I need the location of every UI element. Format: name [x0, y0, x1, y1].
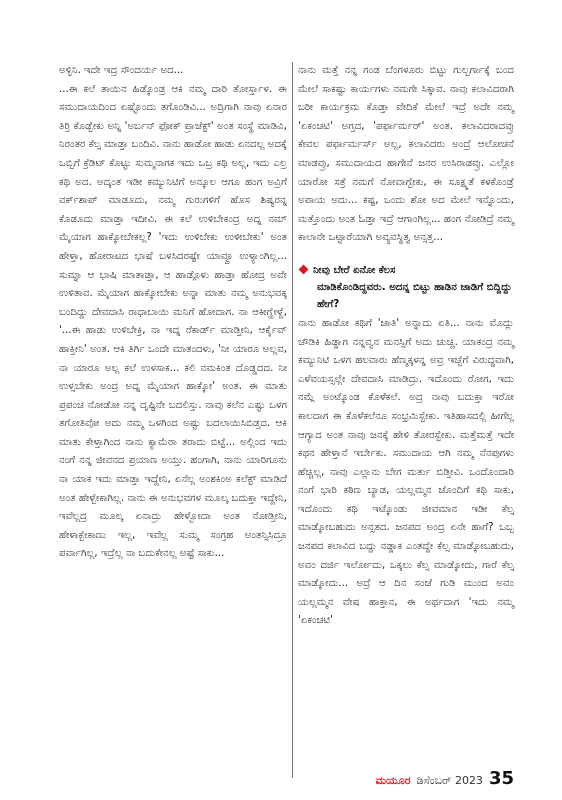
page-footer	[375, 768, 514, 789]
column-divider	[292, 62, 293, 778]
interview-question	[298, 262, 514, 313]
right-column	[298, 62, 514, 631]
left-paragraph-1: ಅಳ್ಳಿನಿ. ಇದೇ ಇದ್ರ ಸೌಂದರ್ಯ ಅದ...	[59, 65, 184, 76]
diamond-bullet-icon	[299, 264, 309, 274]
left-column	[59, 62, 287, 564]
question-line-2: ಮಾಡಿಕೊಂಡಿದ್ದವರು. ಅದನ್ನ ಬಿಟ್ಟು ಹಾಡಿನ ಜಾಡಿಗೆ ಬಿದ್ದಿದ್ದು ಹೇಗೆ?	[317, 281, 512, 310]
question-line-1: ನೀವು ಬೇರೆ ಏನೋ ಕೆಲಸ	[313, 264, 396, 276]
right-paragraph-2: ನಾನು ಹಾಡೋ ಕಥಿಗೆ 'ಜಾತಿ' ಅನ್ನಾದು ಏತಿ... ನಾನು ಮೊದ್ಲು ಚೌಡಿಕಿ ಹಿಡ್ಡಾಗ ನನ್ನವ್ವನ ಮನಸ್ಸಿಗೆ ಅದು ಚುಚ್ಚಿ. ಯಾಕಂದ್ರ ನಮ್ಮ ಕಮ್ಯುನಿಟಿ ಒಳಗ ಹಲವಾರು ಹೆಣ್ಮಕ್ಕಳನ್ನ ಅವ್ರ ಇಚ್ಛೆಗೆ ವಿರುದ್ಧವಾಗಿ, ಎಳೆವಯಸ್ಸಲ್ಲೇ ದೇವದಾಸಿ ಮಾಡಿದ್ರು. ಇದೊಂದು ರೋಗ, ಇದು ನಮ್ಗೆ ಅಂಟ್ಕೊಂಡ ಕೊಳೆಕಲೆ. ಅದ್ರ ನಾವು ಬದುಕ್ತಾ ಇರೋ ಕಾಲದಾಗ ಈ ಕೊಳೆಕಲೆನೂ ಸಂಭ್ರಮಿಸ್ಬೇಕು. ಇತಿಹಾಸದಲ್ಲಿ ಹೀಗೆಲ್ಲ ಆಗ್ಯಾದ ಅಂತ ನಾವು ಜನಕ್ಕೆ ಹೇಳಿ ತೋರಸ್ಬೇಕು. ಮತ್ತೆಮತ್ತೆ ಇದೇ ಕಥನ ಹೇಳ್ತಾನೆ ಇರ್ಬೇಕು. ಸಮುದಾಯ ಆಗಿ ನಮ್ಮ ನೆನಪುಗಳು ಹೆಚ್ಚಿಲ್ಲ, ನಾವು ಎಲ್ಲಾನು ಬೇಗ ಮರ್ತು ಬಿಡ್ತೀವಿ. ಒಂದೊಂದಾರಿ ನಂಗೆ ಭಾರಿ ಕಠಿಣ ಬ್ಯಾಡ, ಯಲ್ಲಮ್ಮನ ಜೊಂದಿಗೆ ಕಥಿ ಸಾಕು, ಇದೊಂದು ಕಥಿ ಇಟ್ಕೊಂಡು ಜೀವಮಾನ ಇಡೀ ಕೆಲ್ಸ ಮಾಡ್ಕೋಬಹುದು ಅನ್ಸತದ. ಜನಪದ ಅಂದ್ರ ಏನೇ ಹಾಗೆ? ಒಬ್ಬ ಜನಪದ ಕಲಾವಿದ ಬದ್ದು ನಡ್ಡಾಕ ಎಂತದ್ದೇ ಕೆಲ್ಸ ಮಾಡ್ಕೋಬಹುದು, ಅವಂ ದರ್ಜಿ ಇರ್ಲೋದು, ಒಕ್ಕಲು ಕೆಲ್ಸ ಮಾಡ್ಕೋದು, ಗಾರೆ ಕೆಲ್ಸ ಮಾಡ್ಕೋದು... ಅದ್ರೆ ಆ ದಿನ ಸಂಜೆ ಗುಡಿ ಮುಂದ ಅವಂ ಯಲ್ಲಮ್ಮನ ವೇಷ ಹಾಕ್ತಾನ, ಈ ಅರ್ಥದಾಗ 'ಇದು ನಮ್ಮ 'ಏಕಂಚಟಿ'	[298, 317, 514, 627]
page-number: 35	[488, 768, 514, 789]
issue-date: ಡಿಸೆಂಬರ್ 2023	[416, 774, 483, 787]
left-paragraph-2: ...ಈ ಕಲೆ ತಾಯಿನ ಹಿಡ್ಕೊಂಡ್ರ ಆಕಿ ನಮ್ಮ ದಾರಿ ತೋರ್ಸ್ತಾಳ. ಈ ಸಮುದಾಯದಿಂದ ಏಷ್ಟೊಂದು ತಗೊಂಡಿವಿ... ಅದ್ರಿಗಾಗಿ ನಾವು ಏನಾರ ತಿರ್ರಿ ಕೊಡ್ಬೇಕು ಅನ್ನಿ 'ಅರ್ಬನ್ ಫೋಕ್ ಪ್ರಾಜೆಕ್ಟ್' ಅಂತ ಸಂಸ್ಥೆ ಮಾಡಿವಿ, ನಿರಂತರ ಕೆಲ್ಸ ಮಾಡ್ತಾ ಬಂದಿವಿ. ನಾನು ಹಾಡೋ ಹಾಡು ಏನದಲ್ಲ ಅದಕ್ಕೆ ಒಬ್ಬಿಗೆ ಕ್ರೆಡಿಟ್ ಕೊಟ್ಟು ಸುಮ್ಮನಾಗಕ ಇದು ಒಬ್ರ ಕಥಿ ಅಲ್ಲ, ಇದು ಎಲ್ರ ಕಥಿ ಅದ. ಅದ್ಕಂತ ಇಡೀ ಕಮ್ಯುನಿಟಿಗೆ ಅನ್ಕೂಲ ಆಗೂ ಹಂಗ ಅವ್ರಿಗೆ ವರ್ಕ್‌ಶಾಪ್ ಮಾಡೂದು, ನಮ್ಮ ಗುರುಗಳಿಗೆ ಹೊಸ ಶಿಷ್ಯರನ್ನ ಕೊಡೂದು ಮಾಡ್ತಾ ಇದೀವಿ. ಈ ಕಲೆ ಉಳಿಬೇಕಂದ್ರ ಅದ್ನ ನಮ್ ಮೈಯಾಗ ಹಾಕ್ಕೋಬೇಕಲ್ಲ? 'ಇದು ಉಳಿಬೇಕು ಉಳೀಬೇಕು' ಅಂತ ಹೇಳ್ತಾ, ಹೋರಾಟದ ಭಾಷೆ ಬಳಸಿದರಷ್ಟೇ ಯಾವ್ದೂ ಉಳ್ಯಾಂಗಿಲ್ಲ... ಸುಮ್ನಾ ಆ ಭಾಷಿ ಮಾತಾಡ್ತಾ, ಆ ಹಾಡ್ಗೊಳು ಹಾಡ್ತಾ ಹೋದ್ರ ಅವೇ ಉಳಿತಾವ. ಮೈಯಾಗ ಹಾಕ್ಕೋಬೇಕು ಅನ್ನಾ ಮಾತು ನಮ್ಮ ಅನುಭವಕ್ಕ ಬಂದಿದ್ದು ದೇವದಾಸಿ ರಾಧಾಬಾಯಿ ಮನಿಗೆ ಹೋದಾಗ. ನಾ ಆಕೀಗ್ಹೇಳ್ದೆ, '...ಈ ಹಾಡು ಉಳಿಬೇಕ್ರಿ, ನಾ ಇದ್ನ ರೆಕಾರ್ಡ್ ಮಾಡ್ತೀನಿ, ಆರ್ಕೈವ್ ಹಾಕ್ತೀನಿ' ಅಂತ. ಆಕಿ ತಿರ್ಗಿ ಒಂದೇ ಮಾತಂದಳು, 'ನೀ ಯಾರೂ ಅಲ್ಲವ, ನಾ ಯಾರೂ ಅಲ್ಲ ಕಲೆ ಉಳಸಾಕ... ಕಲಿ ನಮಕಿಂತ ದೊಡ್ಡದದ. ನೀ ಉಳ್ಸಬೇಕು ಅಂದ್ರ ಅದ್ನ ಮೈಯಾಗ ಹಾಕ್ಕೋ' ಅಂತ. ಈ ಮಾತು ಪ್ರಪಂಚ ನೋಡೋ ನನ್ನ ದೃಷ್ಟಿನೇ ಬದಲಿಸ್ತು. ನಾವು ಕಲೆನ ಎಷ್ಟು ಒಳಗ ತಗೋತಿವೋ ಅದು ನಮ್ಮ ಒಳಗಿಂದ ಅಷ್ಟು ಬದಲಾಯಿಸಿಬಿಡ್ತದ. ಆಕಿ ಮಾತು ಕೇಳ್ತಾಗಿಂದ ನಾನು ಕ್ಯಾಮೆರಾ ತರಾದು ಬಿಟ್ಟೆ... ಅಲ್ಲಿಂದ ಇದು ನಂಗೆ ನನ್ನ ಜೀವನದ ಪ್ರಯಾಣ ಅಯ್ತು. ಹಂಗಾಗಿ, ನಾನು ಯಾರಿಗೂನು ನಾ ಯಾಕ ಇದು ಮಾಡ್ತಾ ಇದ್ದೇನಿ, ಏನೆಲ್ಲ ಅಂಶಕಿಂಅ ಕಲೆಕ್ಟ್ ಮಾಡಿದೆ ಅಂತ ಹೇಳ್ಬೇಕಾಗಿಲ್ಲ. ನಾನು ಈ ಅನುಭವಗಳ ಮೂಲ್ಕ ಬದುಕ್ತಾ ಇದ್ದೇನಿ, ಇವೆಲ್ಲದ್ರ ಮೂಲ್ಕ ಏನಾದ್ರು ಹೇಳ್ಬೋದಾ ಅಂತ ನೋಡ್ತೀನಿ, ಹೇಳಾಕ್ಬೇಕಾಣು ಇಲ್ಲ, ಇವೆಲ್ಲ ಸುಮ್ಮ ಸಂಗ್ರಹ ಅಂತನ್ಸಿಸಿದ್ರೂ ಪರ್ವಾಗಿಲ್ಲ, ಇದ್ರೆಲ್ಲ ನಾ ಬದುಕೇನಲ್ಲ ಅಷ್ಟೆ ಸಾಕು...	[59, 83, 287, 560]
right-paragraph-1: ನಾನು ಮತ್ತೆ ನನ್ನ ಗಂಡ ಬೆಂಗಳೂರು ಬಿಟ್ಟು ಗುಲ್ಬರ್ಗಾಕ್ಕೆ ಬಂದ ಮೇಲೆ ಸಾಕಷ್ಟು ಕಾರ್ಯಗಳು ನಮಗೇ ಸಿಕ್ಕಾವ. ನಾವು ಕಲಾವಿದರಾಗಿ ಬರೀ ಕಾರ್ಯಕ್ರಮ ಕೊಡ್ತಾ ವೇದಿಕೆ ಮೇಲೆ ಇದ್ರೆ ಅದೇ ನಮ್ಮ 'ಏಕಂಚಟಿ' ಅಗ್ತದ, 'ಪರ್ಫಾರ್ಮರ್' ಅಂತ. ಕಲಾವಿದರಾದವ್ರು ಕೇವಲ ಪರ್ಫಾರ್ಮರ್ಸ್ ಅಲ್ಲ, ಕಲಾವಿದರು ಅಂದ್ರೆ ಆಲೋಚನೆ ಮಾಡವ್ರು, ಸಮುದಾಯದ ಹಾಗೇನೆ ಜನರ ಉಸಿರಾಡವ್ರು. ಎಲ್ಲೋ ಯಾರೋ ಸತ್ರೆ ನಮಗೆ ನೋವಾಗ್ಬೇಕು, ಈ ಸೂಕ್ಷ್ಮತೆ ಕಳಕೊಂಡ್ರೆ ಅಪಾಯ ಅದು... ಕಷ್ಟ, ಒಂದು ಶೋ ಅದ ಮೇಲೆ ಇನ್ನೊಂದು, ಮತ್ತೊಂದು ಅಂತ ಓಡ್ತಾ ಇದ್ರೆ ಆಗಾಂಗಿಲ್ಲ... ಹಂಗ ನೋಡಿದ್ರೆ ನಮ್ಮ ಕಾಲಾನೇ ಒಟ್ಟಾರೆಯಾಗಿ ಅವ್ಯವಸ್ಥಿತ್ವ ಅನ್ಸತ್ತ...	[298, 65, 514, 244]
magazine-brand: ಮಯೂರ	[375, 774, 411, 787]
